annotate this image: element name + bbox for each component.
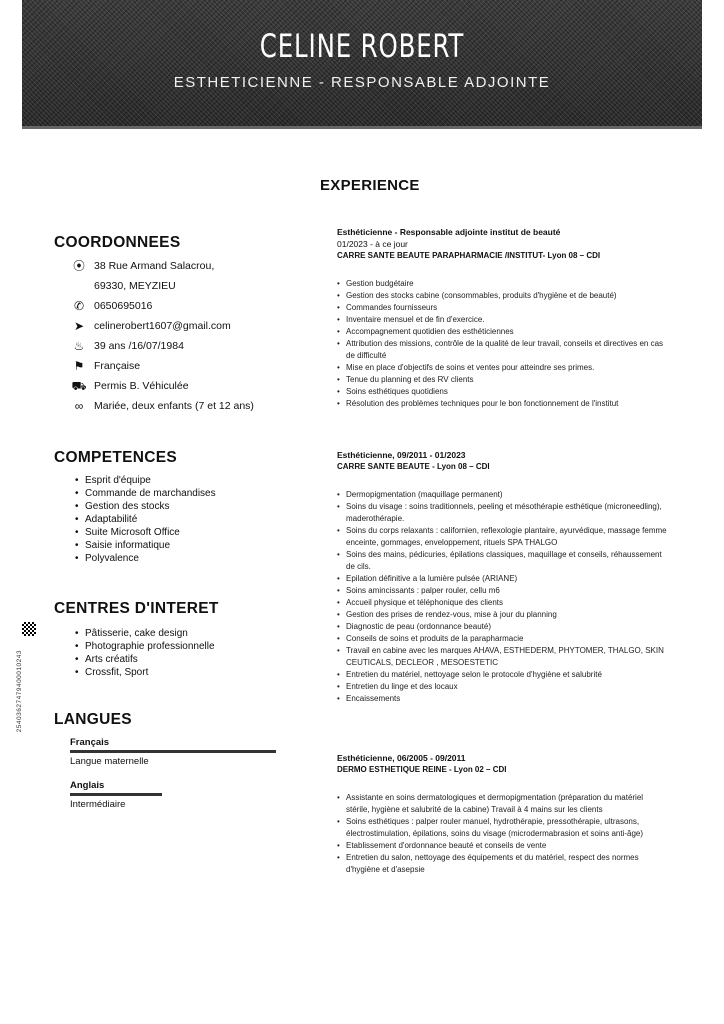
list-item: • Esprit d'équipe [75,474,216,487]
list-item: • Tenue du planning et des RV clients [337,374,667,386]
contact-text: 69330, MEYZIEU [94,280,176,292]
job-company: DERMO ESTHETIQUE REINE - Lyon 02 – CDI [337,765,507,774]
list-item: • Dermopigmentation (maquillage permanent) [337,489,667,501]
contact-row [70,279,300,299]
list-item: • Accueil physique et téléphonique des clients [337,597,667,609]
job-entry [337,449,667,705]
list-item: • Travail en cabine avec les marques AHAVA, ESTHEDERM, PHYTOMER, THALGO, SKIN CEUTICALS, DECLEOR , MESOESTETIC [337,645,667,669]
contact-text: Française [94,360,141,372]
contact-row [70,379,300,399]
list-item: • Entretien du linge et des locaux [337,681,667,693]
car-icon: ⛟ [71,379,87,393]
list-item: • Saisie informatique [75,539,216,552]
header-banner [22,0,702,129]
list-item: • Gestion des stocks [75,500,216,513]
competences-list [75,474,216,565]
list-item: • Résolution des problèmes techniques pour le bon fonctionnement de l'institut [337,398,667,410]
list-item: • Soins du corps relaxants : californien, reflexologie plantaire, ayurvédique, massage femme enceinte, gommages, enveloppement, rituels SPA THALGO [337,525,667,549]
list-item: • Gestion des prises de rendez-vous, mise à jour du planning [337,609,667,621]
list-item: • Etablissement d'ordonnance beauté et conseils de vente [337,840,667,852]
list-item: • Epilation définitive a la lumière pulsée (ARIANE) [337,573,667,585]
job-tasks [337,489,667,705]
list-item: • Commande de marchandises [75,487,216,500]
list-item: • Arts créatifs [75,653,215,666]
list-item: • Soins amincissants : palper rouler, cellu m6 [337,585,667,597]
contact-text: Permis B. Véhiculée [94,380,189,392]
send-icon: ➤ [73,319,85,333]
side-reference-code: 25403627479400010243 [16,650,23,733]
language-name: Anglais [70,780,105,791]
contact-text: 0650695016 [94,300,153,312]
job-title: Esthéticienne, 06/2005 - 09/2011 [337,753,466,763]
list-item: • Polyvalence [75,552,216,565]
list-item: • Soins du visage : soins traditionnels, peeling et mésothérapie esthétique (microneedling), maderothérapie. [337,501,667,525]
location-pin-icon: ⦿ [72,259,85,273]
list-item: • Mise en place d'objectifs de soins et ventes pour atteindre ses primes. [337,362,667,374]
job-company: CARRE SANTE BEAUTE - Lyon 08 – CDI [337,462,490,471]
section-title-interets: CENTRES D'INTERET [54,600,219,617]
contact-row [70,399,300,419]
job-title: Esthéticienne - Responsable adjointe institut de beauté [337,227,561,237]
language-level: Langue maternelle [70,756,149,767]
list-item: • Attribution des missions, contrôle de la qualité de leur travail, conseils et directives en cas de difficulté [337,338,667,362]
list-item: • Assistante en soins dermatologiques et dermopigmentation (préparation du matériel stérile, hygiène et salubrité de la cabine) Travail à 4 mains sur les clients [337,792,667,816]
interets-list [75,627,215,679]
list-item: • Soins esthétiques : palper rouler manuel, hydrothérapie, pressothérapie, ultrasons, électrostimulation, épilations, soins du visage (microdermabrasion et soins anti-âge) [337,816,667,840]
contact-row [70,259,300,279]
list-item: • Adaptabilité [75,513,216,526]
contact-text: Mariée, deux enfants (7 et 12 ans) [94,400,254,412]
job-entry [337,752,667,876]
list-item: • Soins des mains, pédicuries, épilations classiques, maquillage et conseils, réhaussement de cils. [337,549,667,573]
section-title-competences: COMPETENCES [54,449,178,466]
job-title: Esthéticienne, 09/2011 - 01/2023 [337,450,466,460]
candidate-role: ESTHETICIENNE - RESPONSABLE ADJOINTE [173,74,551,91]
language-level-bar [70,750,276,753]
list-item: • Entretien du matériel, nettoyage selon le protocole d'hygiène et salubrité [337,669,667,681]
contact-text: celinerobert1607@gmail.com [94,320,231,332]
list-item: • Photographie professionnelle [75,640,215,653]
list-item: • Pâtisserie, cake design [75,627,215,640]
list-item: • Gestion des stocks cabine (consommables, produits d'hygiène et de beauté) [337,290,667,302]
job-tasks [337,278,667,410]
list-item: • Conseils de soins et produits de la parapharmacie [337,633,667,645]
phone-icon: ✆ [73,299,85,313]
contact-row [70,359,300,379]
candidate-name: CELINE ROBERT [259,27,465,65]
list-item: • Commandes fournisseurs [337,302,667,314]
section-title-coordonnees: COORDONNEES [54,234,181,251]
section-title-experience: EXPERIENCE [320,177,420,194]
list-item: • Inventaire mensuel et de fin d'exercice. [337,314,667,326]
list-item: • Crossfit, Sport [75,666,215,679]
job-entry [337,226,667,410]
contact-row [70,339,300,359]
section-title-langues: LANGUES [54,711,132,728]
language-level: Intermédiaire [70,799,126,810]
contact-list [70,259,300,419]
language-item [70,780,162,810]
contact-text: 38 Rue Armand Salacrou, [94,260,215,272]
list-item: • Soins esthétiques quotidiens [337,386,667,398]
job-tasks [337,792,667,876]
language-level-bar [70,793,162,796]
contact-text: 39 ans /16/07/1984 [94,340,184,352]
list-item: • Diagnostic de peau (ordonnance beauté) [337,621,667,633]
list-item: • Entretien du salon, nettoyage des équipements et du matériel, respect des normes d'hygiène et d'asepsie [337,852,667,876]
list-item: • Suite Microsoft Office [75,526,216,539]
cake-icon: ♨ [73,339,85,353]
language-item [70,737,276,767]
qr-code-icon [22,622,36,636]
contact-row [70,319,300,339]
rings-icon: ∞ [74,399,84,413]
job-company: CARRE SANTE BEAUTE PARAPHARMACIE /INSTITUT- Lyon 08 – CDI [337,251,601,260]
flag-icon: ⚑ [73,359,85,373]
list-item: • Encaissements [337,693,667,705]
language-name: Français [70,737,110,748]
job-dates: 01/2023 - à ce jour [337,239,408,249]
contact-row [70,299,300,319]
list-item: • Accompagnement quotidien des esthéticiennes [337,326,667,338]
list-item: • Gestion budgétaire [337,278,667,290]
